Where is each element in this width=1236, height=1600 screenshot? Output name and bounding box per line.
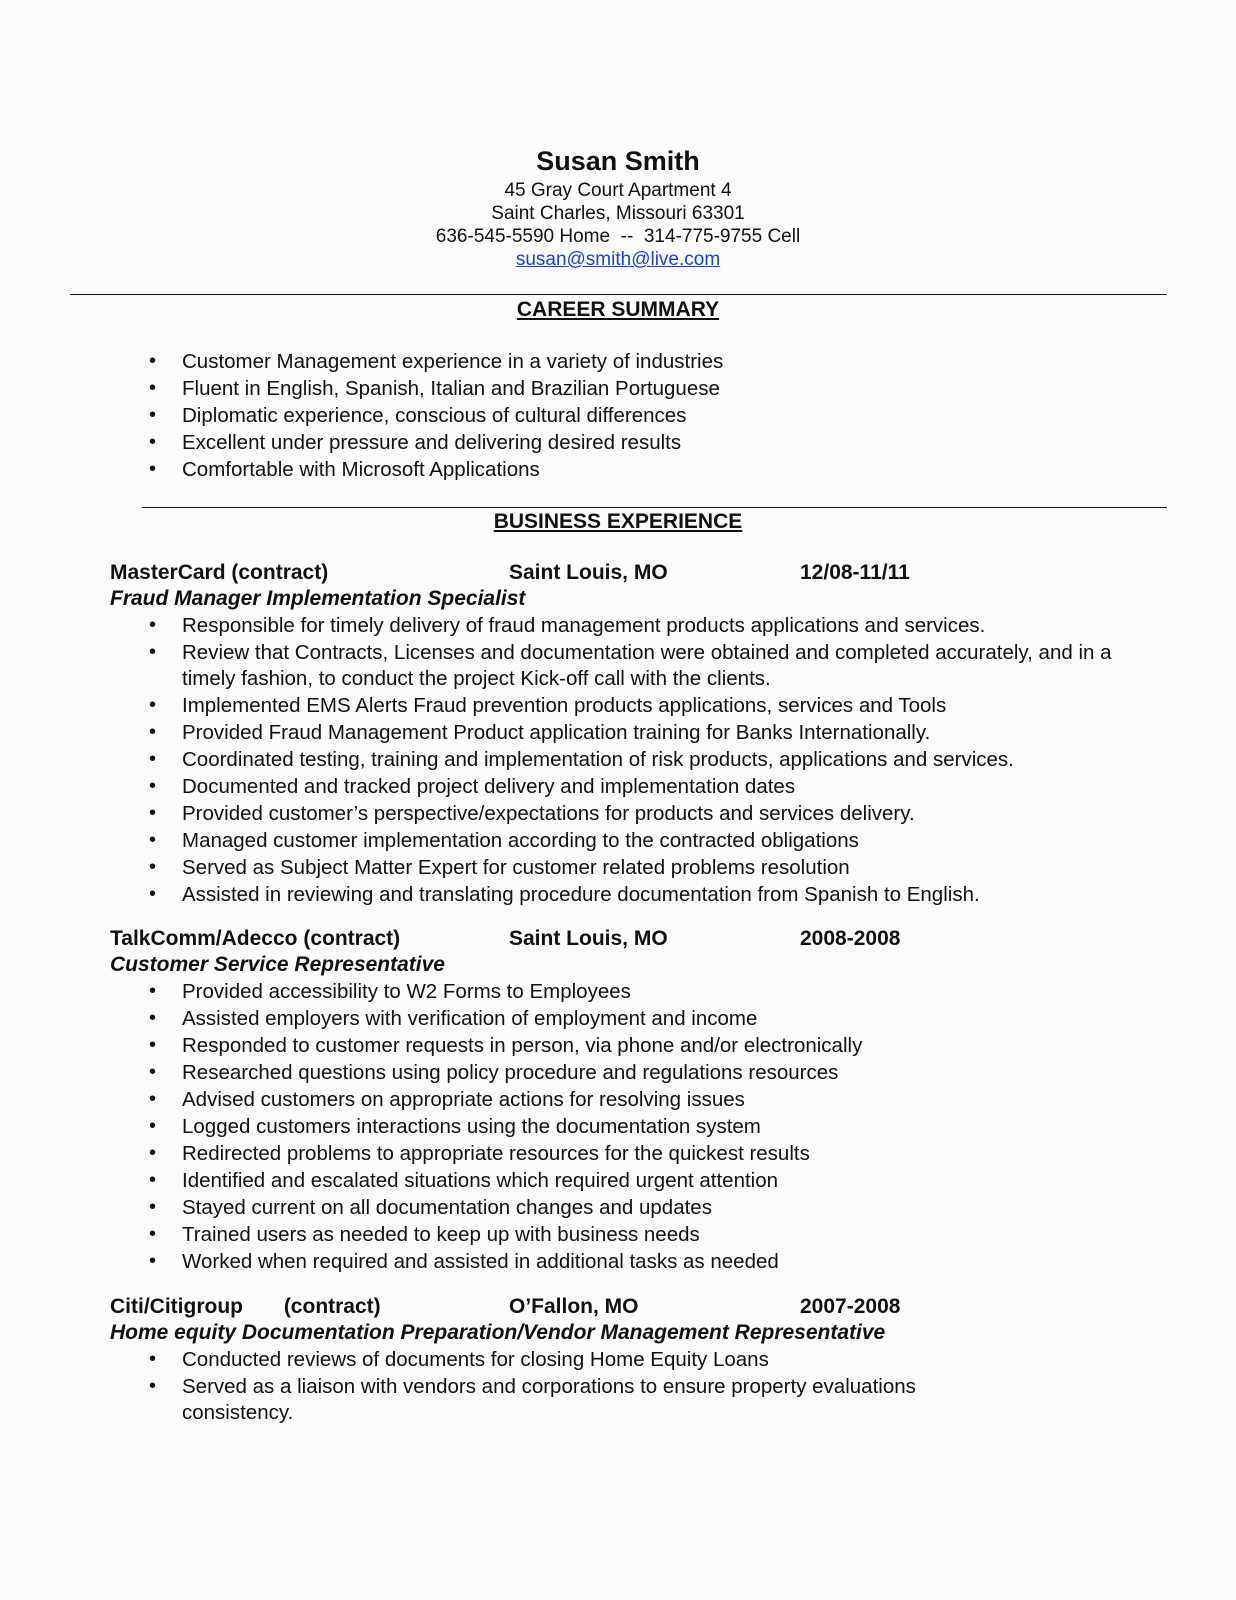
job-company: MasterCard (contract) [110, 561, 329, 584]
business-experience-heading: BUSINESS EXPERIENCE [493, 510, 743, 533]
list-item: • Trained users as needed to keep up with business needs [145, 1222, 1155, 1248]
list-item: • Conducted reviews of documents for closing Home Equity Loans [145, 1347, 985, 1373]
job-dates: 2007-2008 [800, 1295, 901, 1318]
job-header [110, 926, 1010, 952]
list-item: • Review that Contracts, Licenses and documentation were obtained and completed accurately, and in a timely fashion, to conduct the project Kick-off call with the clients. [145, 640, 1155, 691]
job-dates: 12/08-11/11 [800, 561, 910, 584]
job-header [110, 1294, 1010, 1320]
list-item: • Fluent in English, Spanish, Italian and Brazilian Portuguese [145, 376, 1145, 402]
list-item: • Excellent under pressure and delivering desired results [145, 430, 1145, 456]
list-item: • Assisted in reviewing and translating procedure documentation from Spanish to English. [145, 882, 1155, 908]
list-item: • Comfortable with Microsoft Applications [145, 457, 1145, 483]
job-location: O’Fallon, MO [509, 1295, 639, 1318]
list-item: • Diplomatic experience, conscious of cultural differences [145, 403, 1145, 429]
list-item: • Provided customer’s perspective/expectations for products and services delivery. [145, 801, 1155, 827]
list-item: • Researched questions using policy procedure and regulations resources [145, 1060, 1155, 1086]
career-summary-list [145, 349, 1145, 484]
job-duties-list [145, 979, 1155, 1276]
job-company: TalkComm/Adecco (contract) [110, 927, 401, 950]
address-line-1: 45 Gray Court Apartment 4 [504, 180, 732, 201]
list-item: • Coordinated testing, training and implementation of risk products, applications and services. [145, 747, 1155, 773]
candidate-name: Susan Smith [536, 146, 700, 176]
phone-numbers: 636-545-5590 Home -- 314-775-9755 Cell [435, 226, 801, 247]
list-item: • Responsible for timely delivery of fraud management products applications and services. [145, 613, 1155, 639]
job-role: Customer Service Representative [110, 953, 445, 976]
job-location: Saint Louis, MO [509, 927, 668, 950]
list-item: • Worked when required and assisted in additional tasks as needed [145, 1249, 1155, 1275]
header-divider [70, 294, 1167, 295]
list-item: • Provided Fraud Management Product application training for Banks Internationally. [145, 720, 1155, 746]
list-item: • Responded to customer requests in person, via phone and/or electronically [145, 1033, 1155, 1059]
list-item: • Redirected problems to appropriate resources for the quickest results [145, 1141, 1155, 1167]
career-summary-heading: CAREER SUMMARY [516, 298, 720, 321]
job-company: Citi/Citigroup (contract) [110, 1295, 381, 1318]
job-role: Home equity Documentation Preparation/Vendor Management Representative [110, 1321, 886, 1344]
job-header [110, 560, 1010, 586]
list-item: • Stayed current on all documentation changes and updates [145, 1195, 1155, 1221]
job-duties-list [145, 613, 1155, 909]
resume-header [0, 144, 1236, 271]
list-item: • Documented and tracked project delivery and implementation dates [145, 774, 1155, 800]
job-dates: 2008-2008 [800, 927, 901, 950]
list-item: • Served as a liaison with vendors and corporations to ensure property evaluations consistency. [145, 1374, 985, 1425]
list-item: • Advised customers on appropriate actions for resolving issues [145, 1087, 1155, 1113]
list-item: • Provided accessibility to W2 Forms to Employees [145, 979, 1155, 1005]
list-item: • Identified and escalated situations which required urgent attention [145, 1168, 1155, 1194]
job-role: Fraud Manager Implementation Specialist [110, 587, 526, 610]
email-link[interactable]: susan@smith@live.com [515, 249, 721, 270]
list-item: • Implemented EMS Alerts Fraud prevention products applications, services and Tools [145, 693, 1155, 719]
job-location: Saint Louis, MO [509, 561, 668, 584]
address-line-2: Saint Charles, Missouri 63301 [491, 203, 745, 224]
job-duties-list [145, 1347, 985, 1427]
list-item: • Served as Subject Matter Expert for customer related problems resolution [145, 855, 1155, 881]
list-item: • Assisted employers with verification of employment and income [145, 1006, 1155, 1032]
list-item: • Logged customers interactions using the documentation system [145, 1114, 1155, 1140]
summary-divider [142, 507, 1167, 508]
list-item: • Customer Management experience in a variety of industries [145, 349, 1145, 375]
list-item: • Managed customer implementation according to the contracted obligations [145, 828, 1155, 854]
